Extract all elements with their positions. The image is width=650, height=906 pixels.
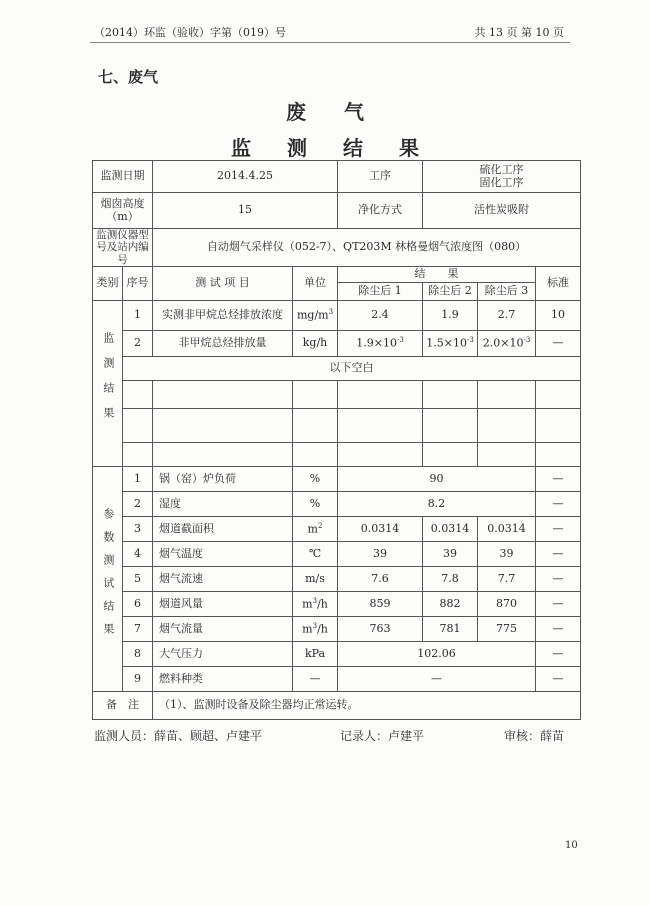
cell-unit [293, 617, 338, 642]
recorder: 记录人：卢建平 [340, 729, 425, 743]
empty-row [93, 409, 581, 443]
unit-sup: 2 [317, 521, 323, 530]
cell-seq: 8 [123, 642, 153, 667]
monitor-staff: 监测人员：薛苗、顾超、卢建平 [94, 729, 263, 743]
table-row [93, 301, 581, 331]
process-value [423, 161, 581, 193]
cell-std: — [536, 492, 581, 517]
empty-cell [478, 409, 536, 443]
table-row [93, 517, 581, 542]
cell-merged: — [338, 667, 536, 692]
category-params [93, 467, 123, 692]
empty-cell [293, 381, 338, 409]
cell-seq: 1 [123, 301, 153, 331]
cell-unit: kPa [293, 642, 338, 667]
cell-seq: 1 [123, 467, 153, 492]
info-row-date [93, 161, 581, 193]
remarks-row [93, 692, 581, 720]
empty-cell [293, 409, 338, 443]
remarks-label: 备 注 [93, 692, 153, 720]
chimney-value: 15 [153, 193, 338, 229]
unit-text: m [302, 622, 313, 636]
col-results: 结 果 [338, 267, 536, 283]
col-item: 测 试 项 目 [153, 267, 293, 301]
empty-cell [338, 443, 423, 467]
cell-seq: 2 [123, 331, 153, 357]
cell-unit: m/s [293, 567, 338, 592]
unit-text: m [302, 597, 313, 611]
empty-cell [338, 381, 423, 409]
cell-std: — [536, 517, 581, 542]
cell-seq: 4 [123, 542, 153, 567]
cell-v2 [423, 331, 478, 357]
empty-cell [423, 443, 478, 467]
cell-v3: 39 [478, 542, 536, 567]
chimney-label: 烟囱高度（m） [93, 193, 153, 229]
cell-v3: 870 [478, 592, 536, 617]
v1-sup: -3 [396, 336, 404, 345]
v3-text: 2.0×10 [482, 337, 524, 350]
table-row [93, 642, 581, 667]
empty-cell [536, 381, 581, 409]
section-title: 七、废气 [98, 68, 159, 86]
unit-sup: 3 [328, 308, 334, 317]
cell-item: 烟气流量 [153, 617, 293, 642]
table-row [93, 617, 581, 642]
cell-v2: 882 [423, 592, 478, 617]
cell-item: 烟道截面积 [153, 517, 293, 542]
v1-text: 1.9×10 [356, 337, 397, 350]
info-row-instrument [93, 229, 581, 267]
cell-v1: 39 [338, 542, 423, 567]
cell-unit [293, 592, 338, 617]
remarks-text: （1）、监测时设备及除尘器均正常运转。 [153, 692, 581, 720]
cell-std: — [536, 592, 581, 617]
cell-std: — [536, 642, 581, 667]
cell-unit: % [293, 467, 338, 492]
unit-tail: /h [317, 622, 328, 636]
instrument-value: 自动烟气采样仪（052-7）、QT203M 林格曼烟气浓度图（080） [153, 229, 581, 267]
cell-v3: 0.0314 [478, 517, 536, 542]
cell-v3: 7.7 [478, 567, 536, 592]
cell-unit: — [293, 667, 338, 692]
table-row [93, 567, 581, 592]
page-number: 10 [565, 840, 578, 851]
empty-cell [423, 409, 478, 443]
table-row [93, 542, 581, 567]
instrument-label: 监测仪器型号及站内编号 [93, 229, 153, 267]
cell-seq: 6 [123, 592, 153, 617]
col-category: 类别 [93, 267, 123, 301]
empty-cell [123, 443, 153, 467]
cell-unit [293, 517, 338, 542]
blank-note: 以下空白 [123, 357, 581, 381]
cell-item: 非甲烷总烃排放量 [153, 331, 293, 357]
cell-std: — [536, 667, 581, 692]
col-result-2: 除尘后 2 [423, 283, 478, 301]
cell-std: — [536, 617, 581, 642]
cell-item: 燃料种类 [153, 667, 293, 692]
exhaust-gas-results-table [92, 160, 581, 720]
cell-unit: % [293, 492, 338, 517]
cell-v2: 39 [423, 542, 478, 567]
cell-std: — [536, 567, 581, 592]
col-seq: 序号 [123, 267, 153, 301]
cell-std: — [536, 467, 581, 492]
table-row [93, 492, 581, 517]
document-number: （2014）环监（验收）字第（019）号 [94, 26, 286, 39]
purify-label: 净化方式 [338, 193, 423, 229]
unit-sup: 3 [312, 621, 318, 630]
category-params-label: 参数测试结果 [101, 508, 115, 647]
cell-v3: 2.7 [478, 301, 536, 331]
process-value-2: 固化工序 [479, 175, 524, 189]
col-unit: 单位 [293, 267, 338, 301]
empty-cell [536, 409, 581, 443]
v3-sup: -3 [523, 336, 531, 345]
cell-unit: ℃ [293, 542, 338, 567]
process-label: 工序 [338, 161, 423, 193]
cell-v1 [338, 331, 423, 357]
unit-sup: 3 [312, 596, 318, 605]
cell-v2: 781 [423, 617, 478, 642]
empty-cell [153, 443, 293, 467]
empty-cell [123, 381, 153, 409]
cell-v1: 0.0314 [338, 517, 423, 542]
cell-unit [293, 301, 338, 331]
process-value-1: 硫化工序 [479, 162, 524, 176]
cell-item: 锅（窑）炉负荷 [153, 467, 293, 492]
cell-item: 湿度 [153, 492, 293, 517]
purify-value: 活性炭吸附 [423, 193, 581, 229]
category-monitor [93, 301, 123, 467]
cell-v2: 7.8 [423, 567, 478, 592]
empty-row [93, 381, 581, 409]
empty-cell [153, 381, 293, 409]
category-monitor-label: 监测结果 [101, 331, 115, 432]
empty-cell [338, 409, 423, 443]
cell-v3 [478, 331, 536, 357]
col-result-3: 除尘后 3 [478, 283, 536, 301]
cell-item: 烟气流速 [153, 567, 293, 592]
column-header-row [93, 267, 581, 283]
unit-tail: /h [317, 597, 328, 611]
cell-v3: 775 [478, 617, 536, 642]
cell-seq: 7 [123, 617, 153, 642]
cell-v1: 7.6 [338, 567, 423, 592]
cell-v2: 1.9 [423, 301, 478, 331]
cell-seq: 9 [123, 667, 153, 692]
unit-text: m [307, 522, 318, 536]
cell-merged: 102.06 [338, 642, 536, 667]
cell-v2: 0.0314 [423, 517, 478, 542]
date-value: 2014.4.25 [153, 161, 338, 193]
page-info: 共 13 页 第 10 页 [474, 26, 564, 39]
empty-cell [478, 381, 536, 409]
empty-cell [293, 443, 338, 467]
table-title-line1: 废气 [286, 100, 402, 124]
cell-seq: 2 [123, 492, 153, 517]
col-result-1: 除尘后 1 [338, 283, 423, 301]
blank-note-row [93, 357, 581, 381]
empty-cell [423, 381, 478, 409]
cell-seq: 3 [123, 517, 153, 542]
reviewer: 审核：薛苗 [504, 729, 565, 743]
header-divider [90, 42, 570, 43]
cell-item: 实测非甲烷总烃排放浓度 [153, 301, 293, 331]
cell-item: 大气压力 [153, 642, 293, 667]
cell-merged: 8.2 [338, 492, 536, 517]
v2-sup: -3 [466, 336, 474, 345]
cell-v1: 2.4 [338, 301, 423, 331]
empty-cell [536, 443, 581, 467]
cell-item: 烟道风量 [153, 592, 293, 617]
cell-v1: 859 [338, 592, 423, 617]
cell-std: 10 [536, 301, 581, 331]
table-row [93, 592, 581, 617]
table-row [93, 467, 581, 492]
table-title-line2: 监测结果 [231, 136, 455, 160]
info-row-chimney [93, 193, 581, 229]
cell-seq: 5 [123, 567, 153, 592]
unit-text: mg/m [296, 309, 329, 322]
cell-item: 烟气温度 [153, 542, 293, 567]
date-label: 监测日期 [93, 161, 153, 193]
cell-std: — [536, 331, 581, 357]
table-row [93, 667, 581, 692]
cell-std: — [536, 542, 581, 567]
cell-merged: 90 [338, 467, 536, 492]
table-row [93, 331, 581, 357]
empty-cell [153, 409, 293, 443]
empty-cell [123, 409, 153, 443]
empty-row [93, 443, 581, 467]
cell-v1: 763 [338, 617, 423, 642]
cell-unit: kg/h [293, 331, 338, 357]
empty-cell [478, 443, 536, 467]
v2-text: 1.5×10 [426, 337, 467, 350]
col-standard: 标准 [536, 267, 581, 301]
